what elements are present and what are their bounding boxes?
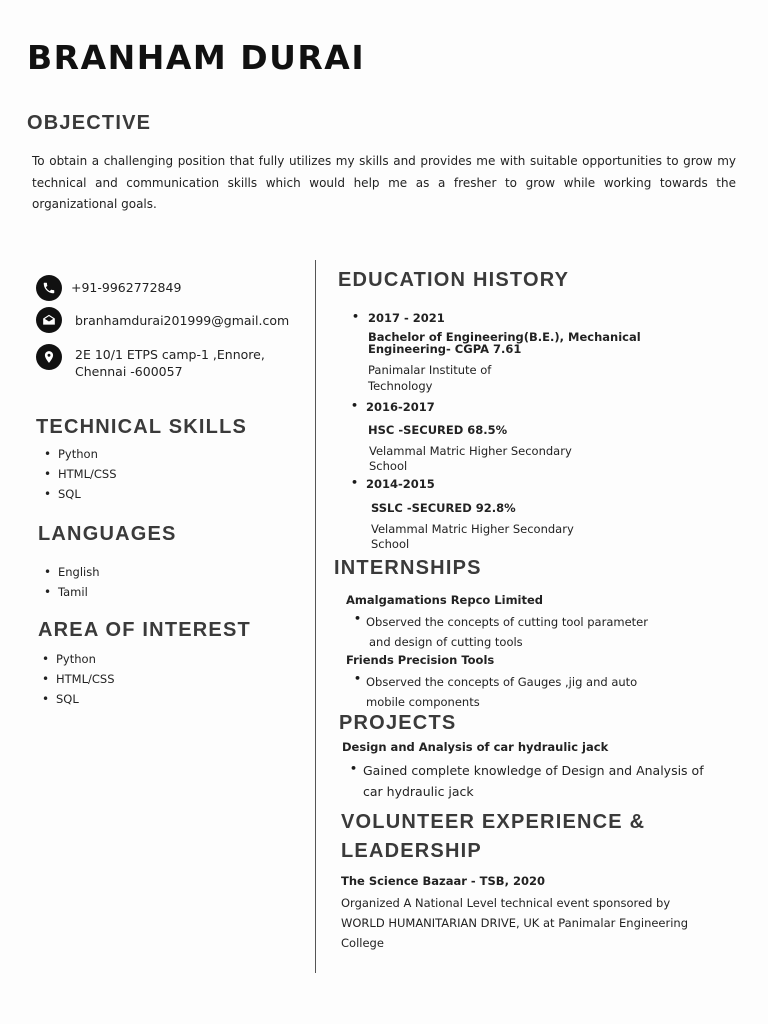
internships-heading: INTERNSHIPS: [334, 557, 482, 579]
list-item: • Python: [36, 649, 115, 669]
list-item: • Tamil: [38, 582, 100, 602]
description-line: car hydraulic jack: [363, 784, 474, 799]
education-school: [369, 444, 572, 473]
phone-number: +91-9962772849: [71, 280, 182, 295]
heading-line: LEADERSHIP: [341, 840, 482, 862]
bullet: •: [351, 476, 359, 489]
phone-icon: [36, 275, 62, 301]
languages-list: [38, 562, 100, 602]
objective-text: To obtain a challenging position that fully utilizes my skills and provides me with suitable opportunities to grow my technical and communication skills which would help me as a fresher to grow while working towards the organizational goals.: [32, 154, 736, 211]
email-address: branhamdurai201999@gmail.com: [75, 313, 290, 328]
volunteer-title: The Science Bazaar - TSB, 2020: [341, 874, 545, 888]
email-icon: [36, 307, 62, 333]
address: [75, 346, 265, 380]
volunteer-heading: [341, 808, 645, 866]
list-item: • HTML/CSS: [38, 464, 117, 484]
list-item: • HTML/CSS: [36, 669, 115, 689]
description-line: Organized A National Level technical event sponsored by: [341, 896, 671, 910]
description-line: Gained complete knowledge of Design and Analysis of: [363, 763, 704, 778]
address-line-2: Chennai -600057: [75, 364, 183, 379]
school-line: Velammal Matric Higher Secondary: [369, 444, 572, 458]
description-line: Observed the concepts of Gauges ,jig and auto: [366, 675, 638, 689]
objective-heading: OBJECTIVE: [27, 112, 152, 134]
school-line: School: [369, 458, 408, 473]
internship-company: Amalgamations Repco Limited: [346, 593, 544, 607]
area-of-interest-heading: AREA OF INTEREST: [38, 619, 251, 641]
description-line: College: [341, 936, 384, 950]
internship-description: [366, 672, 637, 712]
school-line: School: [371, 536, 410, 551]
education-school: [371, 522, 574, 551]
education-school: [368, 362, 491, 394]
list-item: • Python: [38, 444, 117, 464]
description-line: mobile components: [366, 695, 480, 709]
degree-line: Bachelor of Engineering(B.E.), Mechanical: [368, 330, 641, 344]
list-item: • SQL: [36, 689, 115, 709]
education-years: 2014-2015: [366, 477, 435, 491]
education-degree: SSLC -SECURED 92.8%: [371, 501, 516, 515]
column-divider: [315, 260, 316, 973]
technical-skills-heading: TECHNICAL SKILLS: [36, 416, 248, 438]
technical-skills-list: [38, 444, 117, 504]
bullet: •: [354, 612, 362, 625]
project-description: [363, 760, 704, 802]
description-line: and design of cutting tools: [369, 635, 523, 649]
bullet: •: [354, 672, 362, 685]
degree-line: Engineering- CGPA 7.61: [368, 342, 522, 356]
candidate-name: BRANHAM DURAI: [27, 38, 366, 77]
school-line: Technology: [368, 379, 433, 393]
project-title: Design and Analysis of car hydraulic jack: [342, 740, 609, 754]
description-line: Observed the concepts of cutting tool parameter: [366, 615, 648, 629]
area-of-interest-list: [36, 649, 115, 709]
education-years: 2016-2017: [366, 400, 435, 414]
description-line: WORLD HUMANITARIAN DRIVE, UK at Panimalar Engineering: [341, 916, 689, 930]
list-item: • English: [38, 562, 100, 582]
location-pin-icon: [36, 344, 62, 370]
school-line: Panimalar Institute of: [368, 363, 492, 377]
bullet: •: [351, 399, 359, 412]
list-item: • SQL: [38, 484, 117, 504]
internship-company: Friends Precision Tools: [346, 653, 495, 667]
education-degree: HSC -SECURED 68.5%: [368, 423, 508, 437]
education-heading: EDUCATION HISTORY: [338, 269, 570, 291]
education-degree: [368, 331, 641, 355]
bullet: •: [350, 762, 358, 775]
bullet: •: [352, 310, 360, 323]
projects-heading: PROJECTS: [339, 712, 457, 734]
languages-heading: LANGUAGES: [38, 523, 177, 545]
volunteer-description: [341, 893, 688, 953]
education-years: 2017 - 2021: [368, 311, 445, 325]
heading-line: VOLUNTEER EXPERIENCE &: [341, 811, 646, 833]
school-line: Velammal Matric Higher Secondary: [371, 522, 574, 536]
internship-description: [366, 612, 648, 652]
address-line-1: 2E 10/1 ETPS camp-1 ,Ennore,: [75, 347, 265, 362]
